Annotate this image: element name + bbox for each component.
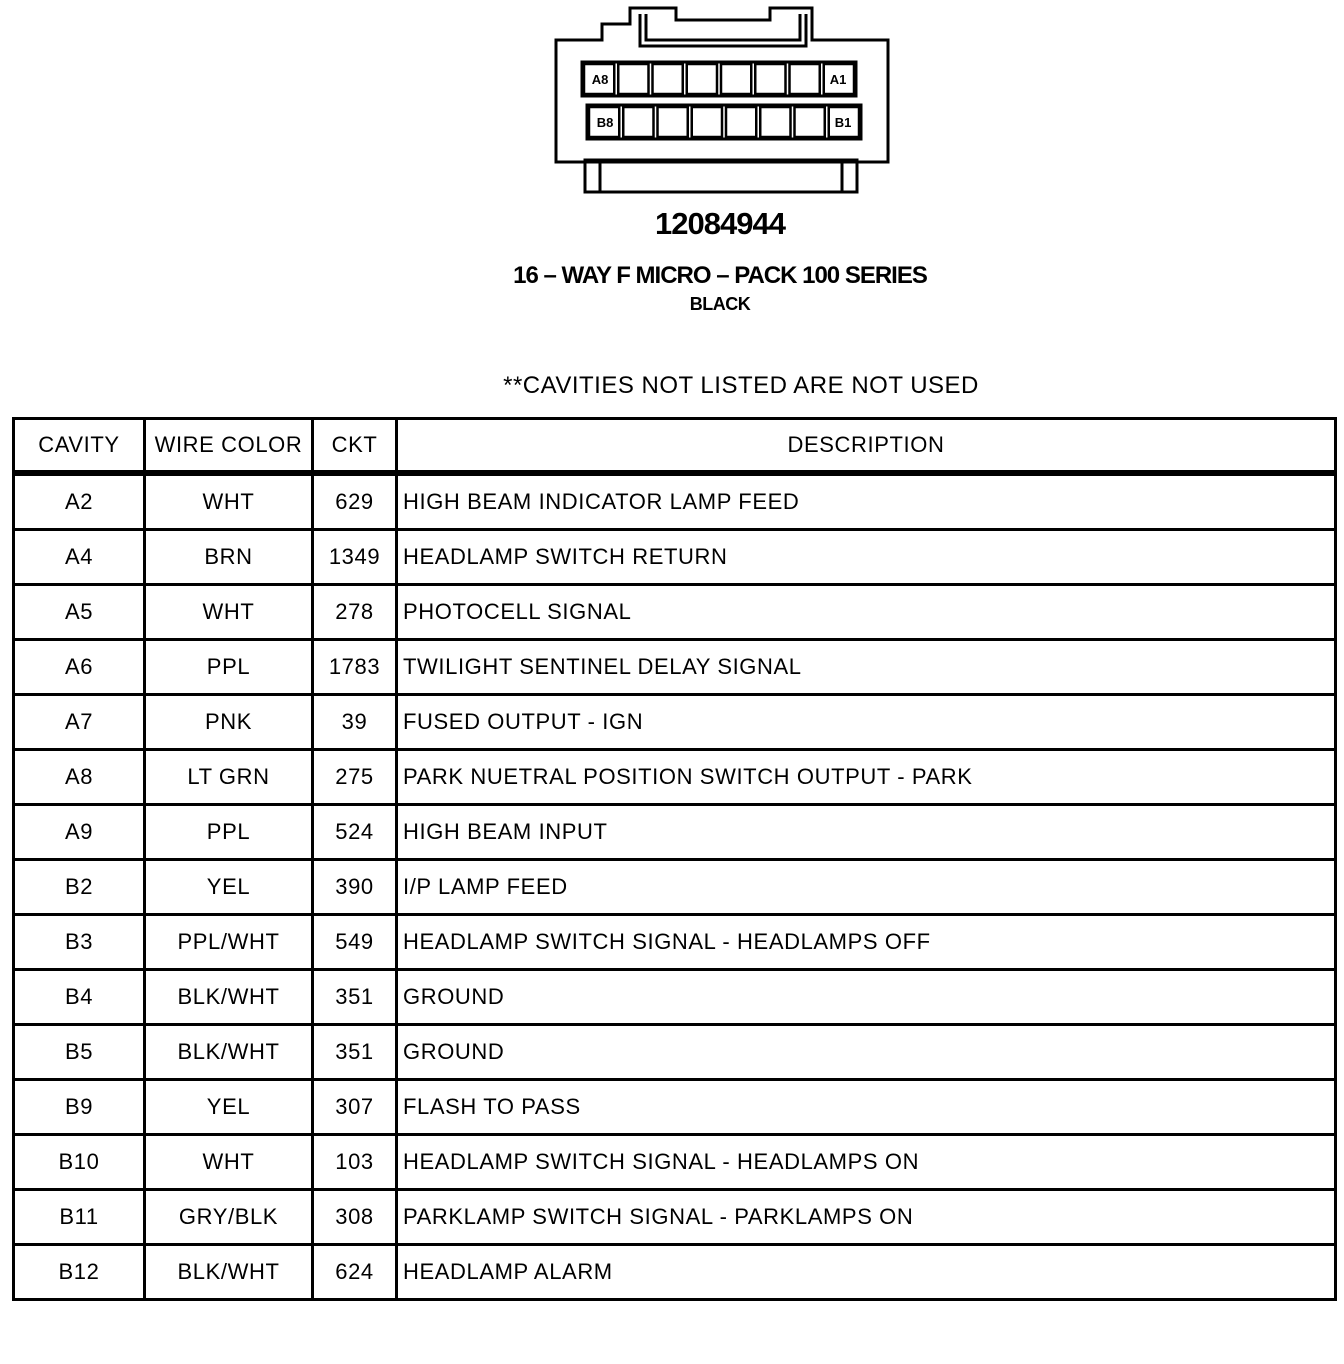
wire-color-cell: PPL	[145, 805, 313, 860]
wire-color-cell: YEL	[145, 1080, 313, 1135]
cavity-cell-b5	[692, 107, 722, 137]
ckt-cell: 1349	[313, 530, 397, 585]
cavity-cell: A6	[14, 640, 145, 695]
description-cell: HEADLAMP ALARM	[397, 1245, 1336, 1300]
wire-color-cell: BRN	[145, 530, 313, 585]
description-cell: PARKLAMP SWITCH SIGNAL - PARKLAMPS ON	[397, 1190, 1336, 1245]
wire-color-cell: LT GRN	[145, 750, 313, 805]
table-row	[14, 915, 1336, 970]
ckt-cell: 103	[313, 1135, 397, 1190]
cavity-cell-b7	[623, 107, 653, 137]
connector-diagram	[0, 0, 1344, 200]
table-row	[14, 530, 1336, 585]
connector-color: BLACK	[689, 294, 751, 314]
wire-color-cell: BLK/WHT	[145, 1025, 313, 1080]
cavity-cell-a2	[790, 64, 820, 94]
unused-cavities-note: **CAVITIES NOT LISTED ARE NOT USED	[503, 372, 979, 399]
cavity-label-a1: A1	[829, 72, 847, 87]
ckt-cell: 524	[313, 805, 397, 860]
cavity-row-b	[587, 105, 861, 139]
cavity-cell-b3	[760, 107, 790, 137]
ckt-cell: 39	[313, 695, 397, 750]
ckt-cell: 275	[313, 750, 397, 805]
table-row	[14, 805, 1336, 860]
cavity-cell-a6	[653, 64, 683, 94]
ckt-cell: 351	[313, 1025, 397, 1080]
cavity-cell: A2	[14, 473, 145, 530]
cavity-cell: A5	[14, 585, 145, 640]
part-number: 12084944	[655, 206, 785, 241]
cavity-label-b8: B8	[596, 115, 614, 130]
table-row	[14, 1245, 1336, 1300]
table-row	[14, 695, 1336, 750]
wire-color-cell: WHT	[145, 1135, 313, 1190]
cavity-cell: B3	[14, 915, 145, 970]
cavity-cell: A9	[14, 805, 145, 860]
description-cell: HEADLAMP SWITCH SIGNAL - HEADLAMPS ON	[397, 1135, 1336, 1190]
description-cell: HEADLAMP SWITCH RETURN	[397, 530, 1336, 585]
cavity-cell-b4	[726, 107, 756, 137]
table-row	[14, 640, 1336, 695]
cavity-cell: B12	[14, 1245, 145, 1300]
table-row	[14, 585, 1336, 640]
cavity-cell-a5	[687, 64, 717, 94]
header-cavity: CAVITY	[14, 419, 145, 474]
table-row	[14, 860, 1336, 915]
table-row	[14, 1025, 1336, 1080]
table-row	[14, 970, 1336, 1025]
cavity-label-a8: A8	[591, 72, 609, 87]
ckt-cell: 351	[313, 970, 397, 1025]
cavity-label-b1: B1	[834, 115, 852, 130]
description-cell: TWILIGHT SENTINEL DELAY SIGNAL	[397, 640, 1336, 695]
cavity-cell: A7	[14, 695, 145, 750]
cavity-cell: B9	[14, 1080, 145, 1135]
cavity-cell: A4	[14, 530, 145, 585]
cavity-cell-b6	[658, 107, 688, 137]
ckt-cell: 307	[313, 1080, 397, 1135]
wire-color-cell: BLK/WHT	[145, 970, 313, 1025]
pinout-table	[12, 417, 1337, 1301]
wire-color-cell: PPL	[145, 640, 313, 695]
cavity-cell-a7	[618, 64, 648, 94]
wire-color-cell: GRY/BLK	[145, 1190, 313, 1245]
description-cell: PHOTOCELL SIGNAL	[397, 585, 1336, 640]
cavity-cell-b2	[795, 107, 825, 137]
header-wire-color: WIRE COLOR	[145, 419, 313, 474]
wire-color-cell: PPL/WHT	[145, 915, 313, 970]
connector-name: 16 – WAY F MICRO – PACK 100 SERIES	[513, 262, 927, 289]
cavity-cell: B10	[14, 1135, 145, 1190]
wire-color-cell: YEL	[145, 860, 313, 915]
ckt-cell: 1783	[313, 640, 397, 695]
table-row	[14, 750, 1336, 805]
ckt-cell: 390	[313, 860, 397, 915]
description-cell: I/P LAMP FEED	[397, 860, 1336, 915]
cavity-cell-a4	[721, 64, 751, 94]
description-cell: HEADLAMP SWITCH SIGNAL - HEADLAMPS OFF	[397, 915, 1336, 970]
description-cell: PARK NUETRAL POSITION SWITCH OUTPUT - PARK	[397, 750, 1336, 805]
ckt-cell: 629	[313, 473, 397, 530]
cavity-cell: B5	[14, 1025, 145, 1080]
wire-color-cell: WHT	[145, 585, 313, 640]
cavity-cell: A8	[14, 750, 145, 805]
ckt-cell: 549	[313, 915, 397, 970]
description-cell: FLASH TO PASS	[397, 1080, 1336, 1135]
ckt-cell: 624	[313, 1245, 397, 1300]
wire-color-cell: BLK/WHT	[145, 1245, 313, 1300]
wire-color-cell: WHT	[145, 473, 313, 530]
description-cell: HIGH BEAM INDICATOR LAMP FEED	[397, 473, 1336, 530]
description-cell: GROUND	[397, 970, 1336, 1025]
header-ckt: CKT	[313, 419, 397, 474]
table-header-row	[14, 419, 1336, 474]
table-row	[14, 1190, 1336, 1245]
table-row	[14, 1135, 1336, 1190]
table-row	[14, 473, 1336, 530]
description-cell: HIGH BEAM INPUT	[397, 805, 1336, 860]
cavity-cell: B4	[14, 970, 145, 1025]
cavity-cell-a3	[755, 64, 785, 94]
cavity-row-a	[582, 62, 856, 96]
cavity-cell: B11	[14, 1190, 145, 1245]
connector-bottom-key	[585, 160, 857, 192]
ckt-cell: 278	[313, 585, 397, 640]
header-description: DESCRIPTION	[397, 419, 1336, 474]
wire-color-cell: PNK	[145, 695, 313, 750]
cavity-cell: B2	[14, 860, 145, 915]
ckt-cell: 308	[313, 1190, 397, 1245]
description-cell: GROUND	[397, 1025, 1336, 1080]
description-cell: FUSED OUTPUT - IGN	[397, 695, 1336, 750]
table-row	[14, 1080, 1336, 1135]
